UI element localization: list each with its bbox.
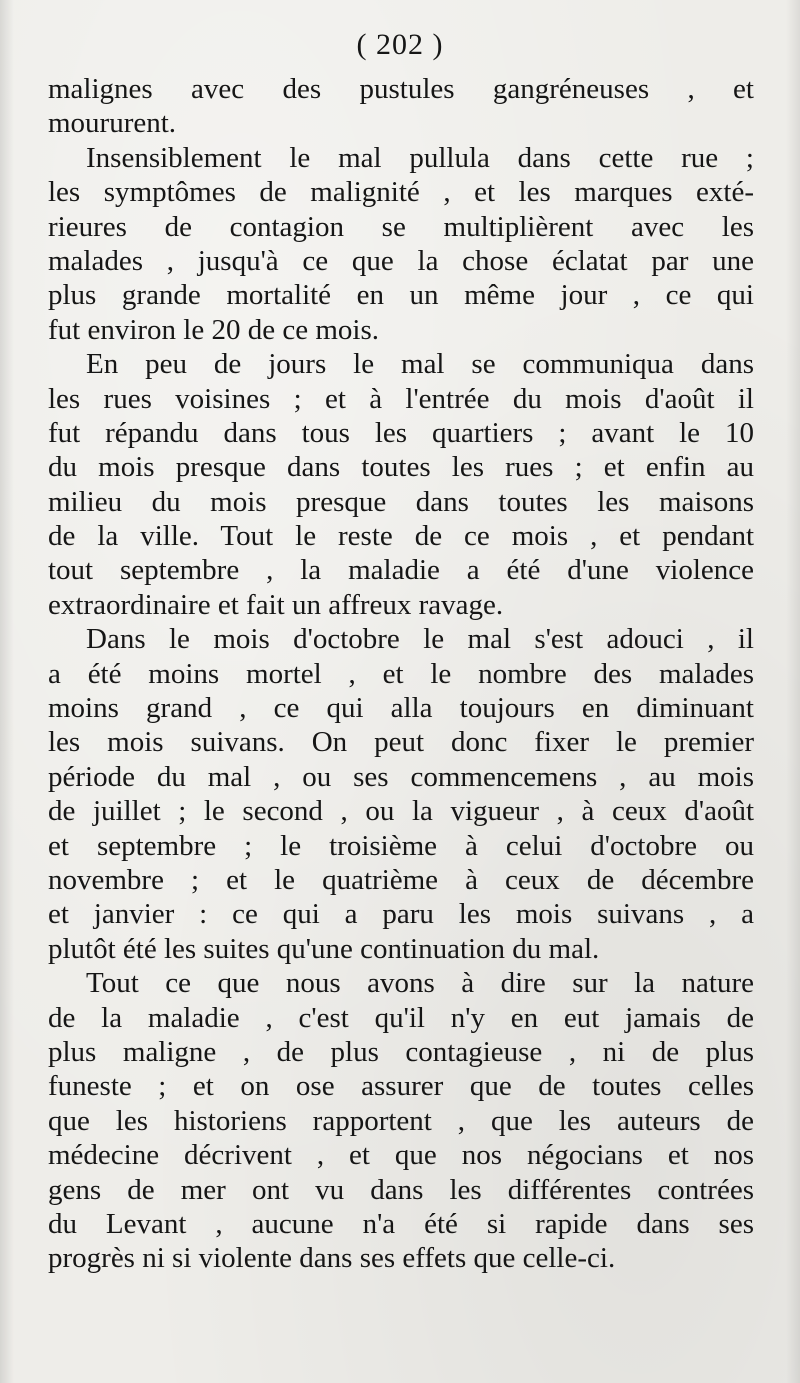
text-line: Tout ce que nous avons à dire sur la nature xyxy=(86,967,754,1000)
text-line: progrès ni si violente dans ses effets que celle-ci. xyxy=(48,1242,616,1275)
text-line: tout septembre , la maladie a été d'une violence xyxy=(48,554,754,587)
text-line: extraordinaire et fait un affreux ravage. xyxy=(48,588,504,621)
page-right-edge-shadow xyxy=(786,0,800,1383)
text-line: du Levant , aucune n'a été si rapide dans ses xyxy=(48,1207,754,1240)
text-line: plus maligne , de plus contagieuse , ni de plus xyxy=(48,1035,754,1068)
text-line: du mois presque dans toutes les rues ; et enfin au xyxy=(48,451,754,484)
body-text xyxy=(48,72,754,1276)
text-line: malignes avec des pustules gangréneuses , et xyxy=(48,73,754,105)
page-left-edge-shadow xyxy=(0,0,14,1383)
text-line: fut répandu dans tous les quartiers ; avant le 10 xyxy=(48,416,754,449)
text-line: les mois suivans. On peut donc fixer le premier xyxy=(48,726,754,759)
text-line: et septembre ; le troisième à celui d'octobre ou xyxy=(48,829,754,862)
text-line: a été moins mortel , et le nombre des malades xyxy=(48,657,754,690)
text-line: novembre ; et le quatrième à ceux de décembre xyxy=(48,863,754,896)
text-line: plutôt été les suites qu'une continuation du mal. xyxy=(48,932,600,965)
text-line: de la ville. Tout le reste de ce mois , et pendant xyxy=(48,520,754,553)
text-line: période du mal , ou ses commencemens , au mois xyxy=(48,760,754,793)
text-line: Insensiblement le mal pullula dans cette rue ; xyxy=(86,141,754,174)
text-line: rieures de contagion se multiplièrent avec les xyxy=(48,210,754,243)
text-line: moins grand , ce qui alla toujours en diminuant xyxy=(48,692,754,725)
text-line: les symptômes de malignité , et les marques exté- xyxy=(48,176,754,209)
page-number: ( 202 ) xyxy=(356,28,444,61)
text-line: En peu de jours le mal se communiqua dans xyxy=(86,348,754,381)
text-line: moururent. xyxy=(48,107,177,140)
text-line: malades , jusqu'à ce que la chose éclatat par une xyxy=(48,244,754,277)
text-line: milieu du mois presque dans toutes les maisons xyxy=(48,485,754,518)
text-line: fut environ le 20 de ce mois. xyxy=(48,313,379,346)
text-line: funeste ; et on ose assurer que de toutes celles xyxy=(48,1070,754,1103)
text-line: gens de mer ont vu dans les différentes contrées xyxy=(48,1173,754,1206)
text-line: médecine décrivent , et que nos négocians et nos xyxy=(48,1139,754,1172)
text-line: les rues voisines ; et à l'entrée du mois d'août il xyxy=(48,382,754,415)
text-line: que les historiens rapportent , que les auteurs de xyxy=(48,1104,754,1137)
text-line: plus grande mortalité en un même jour , ce qui xyxy=(48,279,754,312)
text-line: de juillet ; le second , ou la vigueur , à ceux d'août xyxy=(48,795,754,828)
text-line: et janvier : ce qui a paru les mois suivans , a xyxy=(48,898,754,931)
text-line: de la maladie , c'est qu'il n'y en eut jamais de xyxy=(48,1001,754,1034)
text-line: Dans le mois d'octobre le mal s'est adouci , il xyxy=(86,623,754,656)
